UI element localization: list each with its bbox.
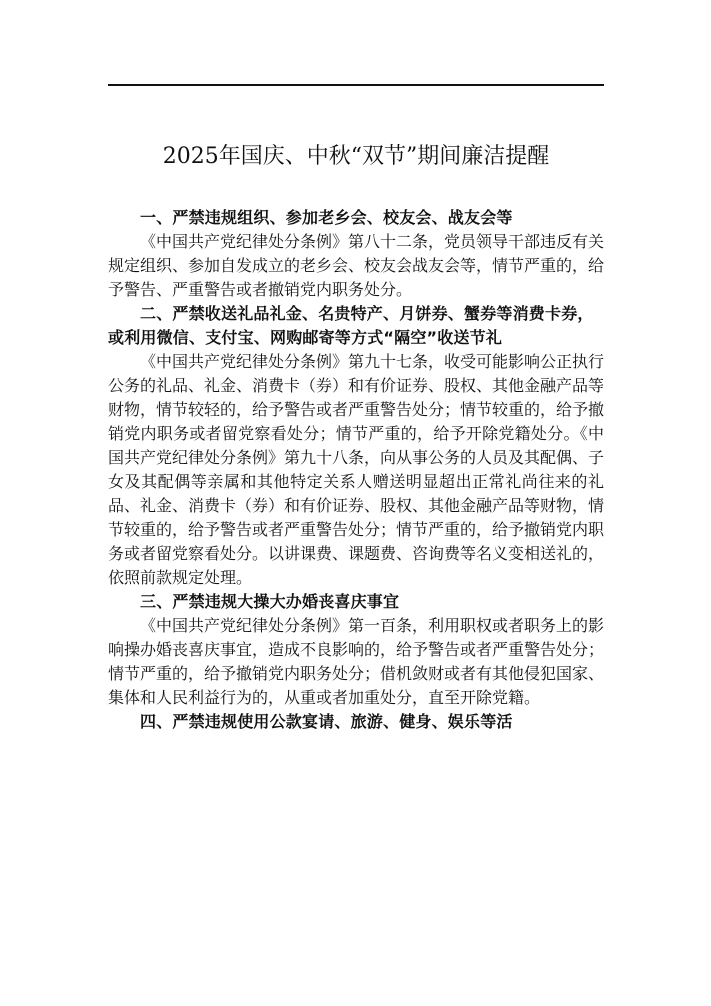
section-2-heading: 二、严禁收送礼品礼金、名贵特产、月饼券、蟹券等消费卡券，或利用微信、支付宝、网购邮寄等方式“隔空”收送节礼: [108, 304, 594, 347]
document-body: [108, 206, 604, 734]
section-1-body: 《中国共产党纪律处分条例》第八十二条，党员领导干部违反有关规定组织、参加自发成立的老乡会、校友会战友会等，情节严重的，给予警告、严重警告或者撤销党内职务处分。: [108, 232, 605, 299]
section-3-heading: 三、严禁违规大操大办婚丧喜庆事宜: [140, 592, 400, 611]
section-1-heading: 一、严禁违规组织、参加老乡会、校友会、战友会等: [140, 208, 513, 227]
section-2-body: 《中国共产党纪律处分条例》第九十七条，收受可能影响公正执行公务的礼品、礼金、消费卡（券）和有价证券、股权、其他金融产品等财物，情节较轻的，给予警告或者严重警告处分；情节较重的，给予撤销党内职务或者留党察看处分；情节严重的，给予开除党籍处分。《中国共产党纪律处分条例》第九十八条，向从事公务的人员及其配偶、子女及其配偶等亲属和其他特定关系人赠送明显超出正常礼尚往来的礼品、礼金、消费卡（券）和有价证券、股权、其他金融产品等财物，情节较重的，给予警告或者严重警告处分；情节严重的，给予撤销党内职务或者留党察看处分。以讲课费、课题费、咨询费等名义变相送礼的，依照前款规定处理。: [108, 352, 605, 587]
header-rule: [108, 84, 604, 86]
section-3-body: 《中国共产党纪律处分条例》第一百条，利用职权或者职务上的影响操办婚丧喜庆事宜，造成不良影响的，给予警告或者严重警告处分；情节严重的，给予撤销党内职务处分；借机敛财或者有其他侵犯国家、集体和人民利益行为的，从重或者加重处分，直至开除党籍。: [108, 616, 605, 707]
section-4-heading: 四、严禁违规使用公款宴请、旅游、健身、娱乐等活: [140, 712, 513, 731]
document-title: 2025年国庆、中秋“双节”期间廉洁提醒: [162, 144, 550, 169]
